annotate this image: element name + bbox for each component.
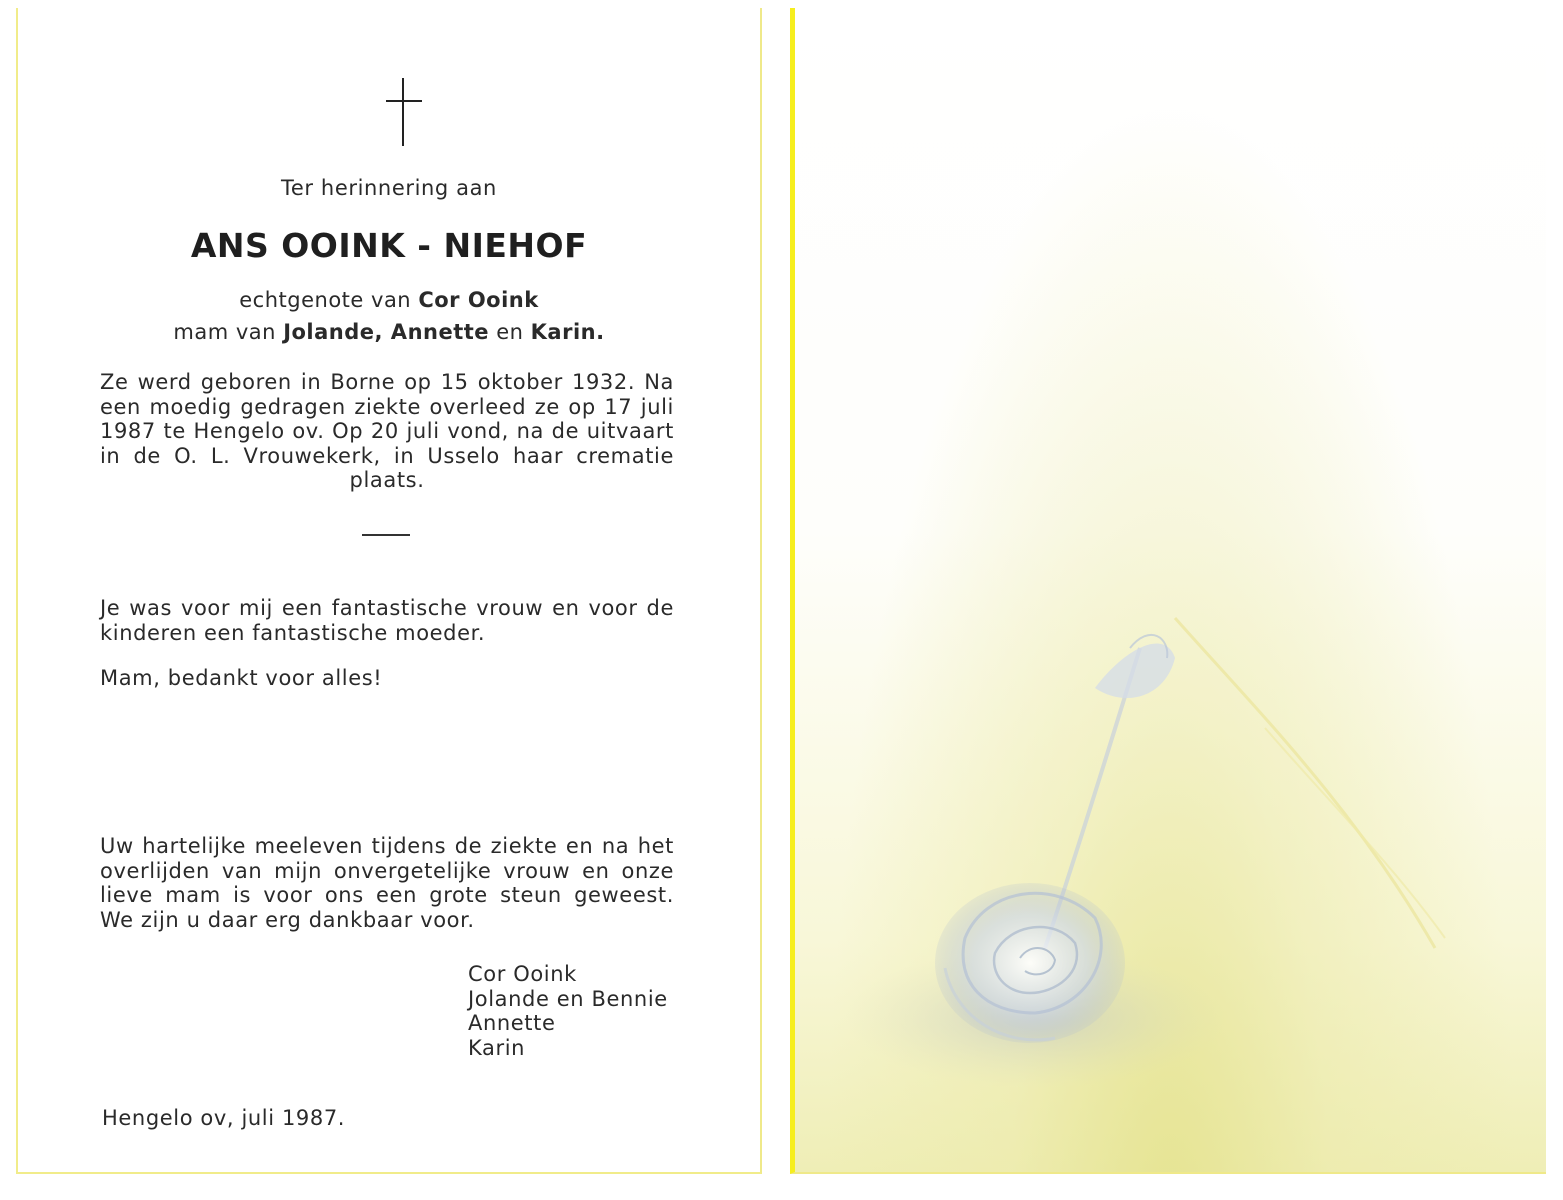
signer: Jolande en Bennie [468, 986, 668, 1011]
rose-illustration [795, 8, 1546, 1174]
signer: Annette [468, 1011, 556, 1035]
children-names: Jolande, Annette [283, 320, 490, 344]
signer: Cor Ooink [468, 962, 577, 986]
children-line [18, 320, 760, 344]
children-joiner: en [496, 320, 524, 344]
signer: Karin [468, 1035, 526, 1060]
cross-icon [386, 78, 422, 146]
place-date: Hengelo ov, juli 1987. [102, 1106, 346, 1130]
thanks-line: Mam, bedankt voor alles! [100, 666, 383, 690]
gratitude-paragraph: Uw hartelijke meeleven tijdens de ziekte en na het overlijden van mijn onvergetelijke vrouw en onze lieve mam is voor ons een grote steun geweest. We zijn u daar erg dankbaar voor. [100, 834, 674, 932]
bio-paragraph: Ze werd geboren in Borne op 15 oktober 1932. Na een moedig gedragen ziekte overleed ze op 17 juli 1987 te Hengelo ov. Op 20 juli vond, na de uitvaart in de O. L. Vrouwekerk, in Usselo haar crematie plaats. [100, 370, 674, 492]
spouse-name: Cor Ooink [418, 288, 539, 312]
spouse-prefix: echtgenote van [239, 288, 412, 312]
tribute-paragraph: Je was voor mij een fantastische vrouw en voor de kinderen een fantastische moeder. [100, 596, 674, 645]
illustration-page [790, 8, 1546, 1174]
light-stroke [1175, 618, 1435, 948]
text-page [16, 8, 762, 1174]
divider [362, 534, 410, 536]
light-stroke [1265, 728, 1445, 938]
deceased-name: ANS OOINK - NIEHOF [190, 226, 588, 265]
intro-text: Ter herinnering aan [281, 176, 497, 200]
children-prefix: mam van [173, 320, 276, 344]
signers-list [468, 962, 668, 1060]
spouse-line [18, 288, 760, 312]
rose-leaf [1095, 644, 1175, 698]
children-last: Karin. [530, 320, 605, 344]
